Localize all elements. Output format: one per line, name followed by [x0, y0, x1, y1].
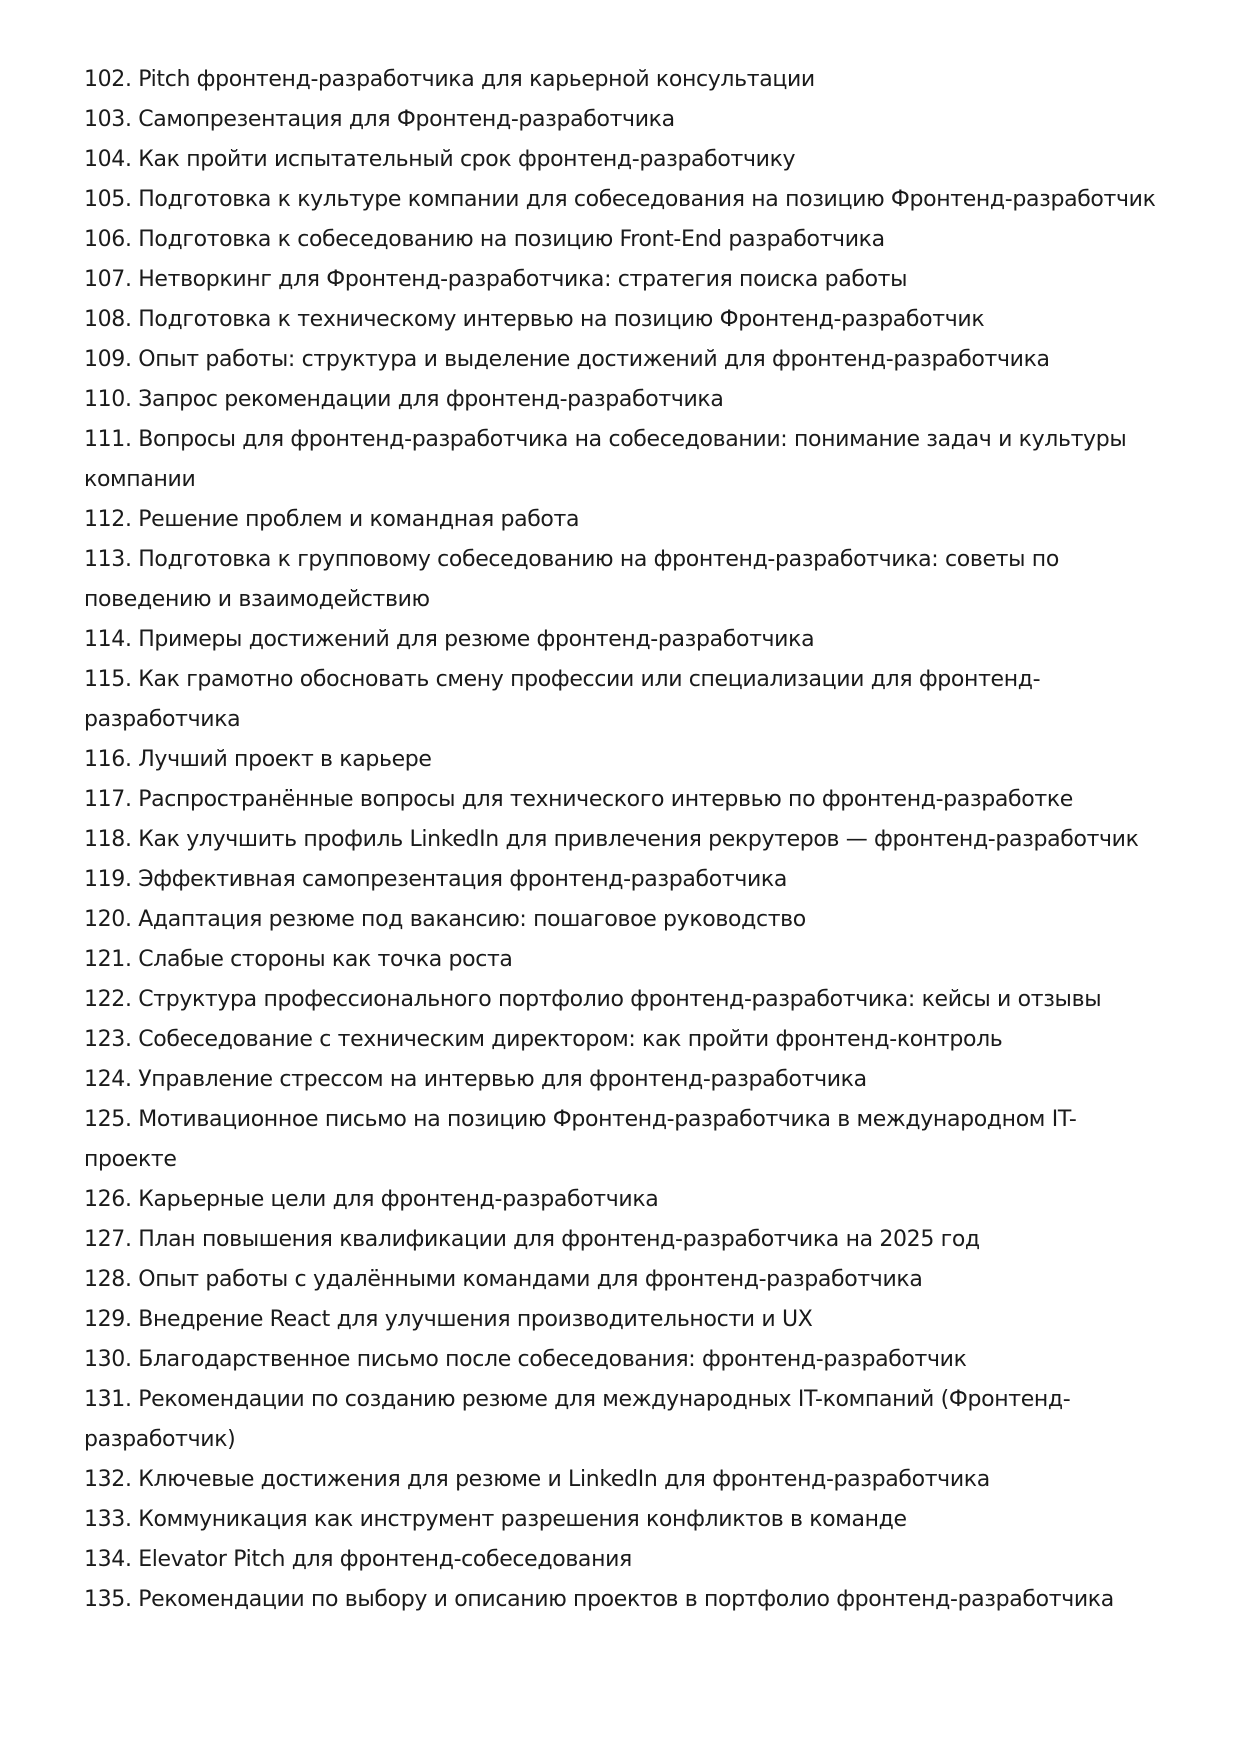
list-item: 117. Распространённые вопросы для технического интервью по фронтенд-разработке [84, 787, 1073, 812]
list-item: 110. Запрос рекомендации для фронтенд-разработчика [84, 387, 724, 412]
list-item: 108. Подготовка к техническому интервью на позицию Фронтенд-разработчик [84, 307, 985, 332]
list-item: 115. Как грамотно обосновать смену профессии или специализации для фронтенд-разработчика [84, 667, 1041, 732]
list-item: 124. Управление стрессом на интервью для фронтенд-разработчика [84, 1067, 867, 1092]
list-item: 123. Собеседование с техническим директором: как пройти фронтенд-контроль [84, 1027, 1003, 1052]
list-item: 105. Подготовка к культуре компании для собеседования на позицию Фронтенд-разработчик [84, 187, 1156, 212]
list-item: 131. Рекомендации по созданию резюме для международных IT-компаний (Фронтенд-разработчик) [84, 1387, 1071, 1452]
list-item: 116. Лучший проект в карьере [84, 747, 432, 772]
list-item: 118. Как улучшить профиль LinkedIn для привлечения рекрутеров — фронтенд-разработчик [84, 827, 1139, 852]
list-item: 109. Опыт работы: структура и выделение достижений для фронтенд-разработчика [84, 347, 1050, 372]
list-item: 129. Внедрение React для улучшения производительности и UX [84, 1307, 813, 1332]
list-item: 119. Эффективная самопрезентация фронтенд-разработчика [84, 867, 787, 892]
list-item: 122. Структура профессионального портфолио фронтенд-разработчика: кейсы и отзывы [84, 987, 1102, 1012]
list-item: 133. Коммуникация как инструмент разрешения конфликтов в команде [84, 1507, 907, 1532]
list-item: 130. Благодарственное письмо после собеседования: фронтенд-разработчик [84, 1347, 967, 1372]
list-item: 135. Рекомендации по выбору и описанию проектов в портфолио фронтенд-разработчика [84, 1587, 1114, 1612]
list-item: 127. План повышения квалификации для фронтенд-разработчика на 2025 год [84, 1227, 980, 1252]
list-item: 102. Pitch фронтенд-разработчика для карьерной консультации [84, 67, 815, 92]
list-item: 121. Слабые стороны как точка роста [84, 947, 513, 972]
list-item: 103. Самопрезентация для Фронтенд-разработчика [84, 107, 675, 132]
list-item: 134. Elevator Pitch для фронтенд-собеседования [84, 1547, 632, 1572]
list-item: 104. Как пройти испытательный срок фронтенд-разработчику [84, 147, 796, 172]
list-item: 112. Решение проблем и командная работа [84, 507, 580, 532]
list-item: 126. Карьерные цели для фронтенд-разработчика [84, 1187, 659, 1212]
list-item: 114. Примеры достижений для резюме фронтенд-разработчика [84, 627, 815, 652]
article-list [84, 60, 1164, 1620]
list-item: 120. Адаптация резюме под вакансию: пошаговое руководство [84, 907, 806, 932]
list-item: 113. Подготовка к групповому собеседованию на фронтенд-разработчика: советы по поведению и взаимодействию [84, 547, 1059, 612]
list-item: 128. Опыт работы с удалёнными командами для фронтенд-разработчика [84, 1267, 923, 1292]
list-item: 125. Мотивационное письмо на позицию Фронтенд-разработчика в международном IT-проекте [84, 1107, 1077, 1172]
list-item: 132. Ключевые достижения для резюме и LinkedIn для фронтенд-разработчика [84, 1467, 990, 1492]
list-item: 111. Вопросы для фронтенд-разработчика на собеседовании: понимание задач и культуры компании [84, 427, 1127, 492]
list-item: 106. Подготовка к собеседованию на позицию Front-End разработчика [84, 227, 885, 252]
list-item: 107. Нетворкинг для Фронтенд-разработчика: стратегия поиска работы [84, 267, 908, 292]
